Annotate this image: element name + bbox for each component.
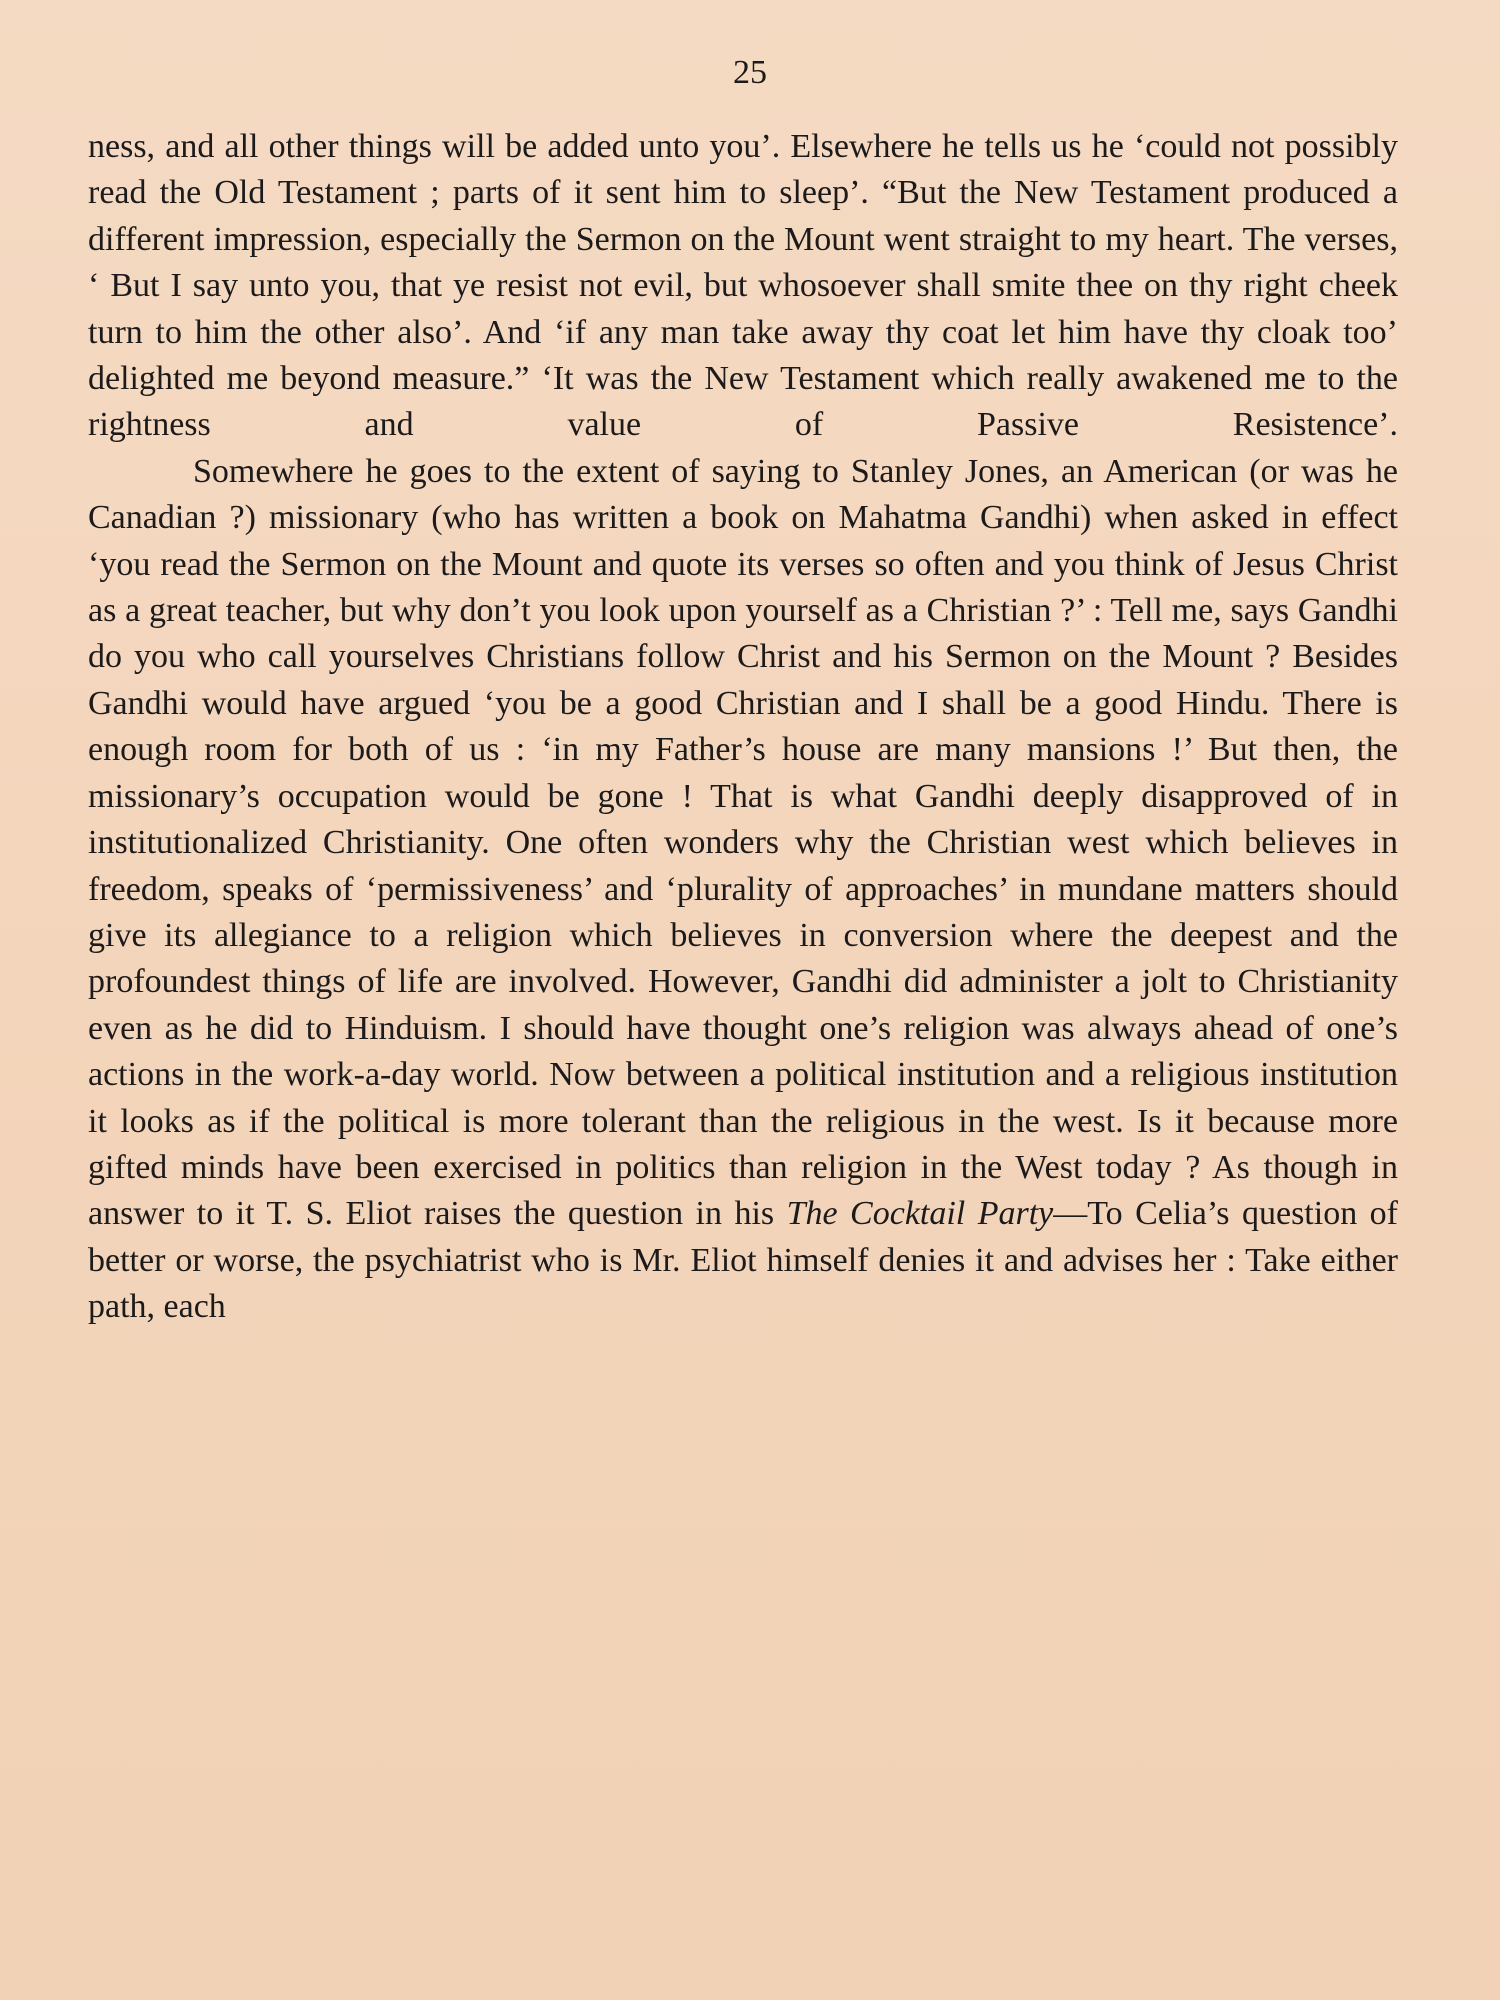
page-number: 25 <box>733 54 767 91</box>
body-text <box>88 124 1407 1331</box>
paragraph-2-text-after-title: —To Celia’s question of better or worse, the psychiatrist who is Mr. Eliot himself denies it and advises her : Take either path, each <box>88 1195 1407 1326</box>
book-title-the-cocktail-party: The Cocktail Party <box>786 1195 1054 1233</box>
paragraph-2-text-before-title: Somewhere he goes to the extent of saying to Stanley Jones, an American (or was he Canadian ?) missionary (who has written a book on Mahatma Gandhi) when asked in effect ‘you read the Sermon on the Mount and quote its verses so often and you think of Jesus Christ as a great teacher, but why don’t you look upon yourself as a Christian ?’ : Tell me, says Gandhi do you who call yourselves Christians follow Christ and his Sermon on the Mount ? Besides Gandhi would have argued ‘you be a good Christian and I shall be a good Hindu. There is enough room for both of us : ‘in my Father’s house are many mansions !’ But then, the missionary’s occupation would be gone ! That is what Gandhi deeply disapproved of in institutionalized Christianity. One often wonders why the Christian west which believes in freedom, speaks of ‘permissiveness’ and ‘plurality of approaches’ in mundane matters should give its allegiance to a religion which believes in conversion where the deepest and the profoundest things of life are involved. However, Gandhi did administer a jolt to Christianity even as he did to Hinduism. I should have thought one’s religion was always ahead of one’s actions in the work-a-day world. Now between a political institution and a religious institution it looks as if the political is more tolerant than the religious in the west. Is it because more gifted minds have been exercised in politics than religion in the West today ? As though in answer to it T. S. Eliot raises the question in his <box>88 452 1407 1233</box>
paragraph-2 <box>88 449 1407 1331</box>
paragraph-1: ness, and all other things will be added unto you’. Elsewhere he tells us he ‘could not possibly read the Old Testament ; parts of it sent him to sleep’. “But the New Testament produced a different impression, especially the Sermon on the Mount went straight to my heart. The verses, ‘ But I say unto you, that ye resist not evil, but whosoever shall smite thee on thy right cheek turn to him the other also’. And ‘if any man take away thy coat let him have thy cloak too’ delighted me beyond measure.” ‘It was the New Testament which really awakened me to the rightness and value of Passive Resistence’. <box>88 128 1407 444</box>
